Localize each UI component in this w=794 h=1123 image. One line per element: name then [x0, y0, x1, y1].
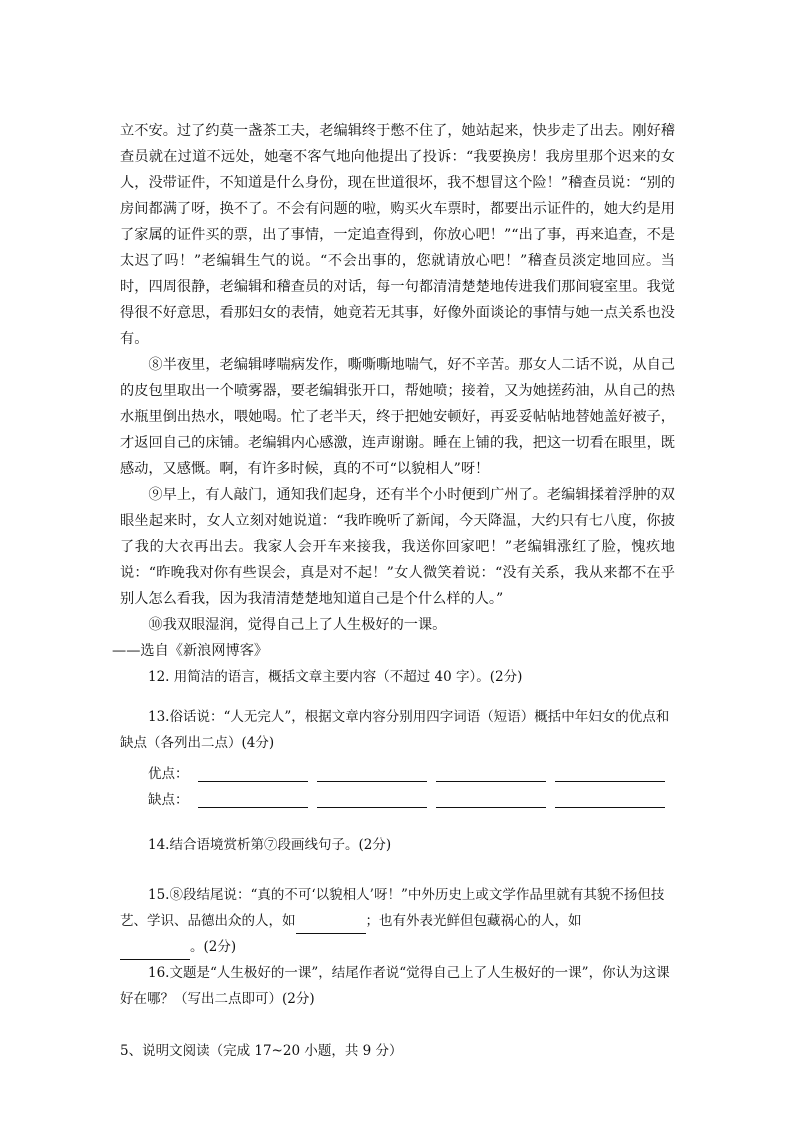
paragraph-7-continuation: 立不安。过了约莫一盏茶工夫，老编辑终于憋不住了，她站起来，快步走了出去。刚好稽查员就在过道不远处，她毫不客气地向他提出了投诉：“我要换房！我房里那个迟来的女人，没带证件，不知道是什么身份，现在世道很坏，我不想冒这个险！”稽查员说：“别的房间都满了呀，换不了。不会有问题的啦，购买火车票时，都要出示证件的，她大约是用了家属的证件买的票，出了事情，一定追查得到，你放心吧！”“出了事，再来追查，不是太迟了吗！”老编辑生气的说。“不会出事的，您就请放心吧！”稽查员淡定地回应。当时，四周很静，老编辑和稽查员的对话，每一句都清清楚楚地传进我们那间寝室里。我觉得很不好意思，看那妇女的表情，她竟若无其事，好像外面谈论的事情与她一点关系也没有。: [120, 123, 675, 347]
weakness-blank-2[interactable]: [317, 789, 427, 808]
question-13: 13.俗话说：“人无完人”，根据文章内容分别用四字词语（短语）概括中年妇女的优点和缺点（各列出二点）(4分): [120, 709, 670, 751]
question-15-text-a: 15.⑧段结尾说：“真的不可‘以貌相人’呀！”中外历史上或文学作品里就有其貌不扬但技 艺、学识、品德出众的人，如: [120, 887, 665, 929]
weakness-blank-1[interactable]: [198, 789, 308, 808]
strengths-label: 优点：: [148, 766, 189, 782]
strength-blank-2[interactable]: [317, 763, 427, 782]
weakness-blank-3[interactable]: [436, 789, 546, 808]
strength-blank-3[interactable]: [436, 763, 546, 782]
question-15: [120, 882, 675, 960]
section-5-heading: 5、说明文阅读（完成 17~20 小题，共 9 分）: [120, 1043, 403, 1059]
answer-row-strengths: [120, 756, 675, 782]
question-16: 16.文题是“人生极好的一课”，结尾作者说“觉得自己上了人生极好的一课”，你认为这课好在哪？（写出二点即可）(2分): [120, 965, 670, 1007]
source-citation: ——选自《新浪网博客》: [112, 643, 269, 659]
document-page: [112, 118, 675, 1064]
q15-blank-2[interactable]: [120, 943, 190, 960]
strength-blank-1[interactable]: [198, 763, 308, 782]
paragraph-10: ⑩我双眼湿润，觉得自己上了人生极好的一课。: [148, 617, 447, 633]
question-12: 12. 用简洁的语言，概括文章主要内容（不超过 40 字）。(2分): [148, 669, 523, 685]
question-15-text-c: 。(2分): [190, 939, 237, 955]
q15-blank-1[interactable]: [296, 917, 366, 934]
paragraph-8: ⑧半夜里，老编辑哮喘病发作，嘶嘶嘶地喘气，好不辛苦。那女人二话不说，从自己的皮包里取出一个喷雾器，要老编辑张开口，帮她喷；接着，又为她搓药油，从自己的热水瓶里倒出热水，喂她喝。忙了老半天，终于把她安顿好，再妥妥帖帖地替她盖好被子，才返回自己的床铺。老编辑内心感激，连声谢谢。睡在上铺的我，把这一切看在眼里，既感动，又感慨。啊，有许多时候，真的不可“以貌相人”呀！: [120, 357, 675, 477]
strength-blank-4[interactable]: [555, 763, 665, 782]
question-14: 14.结合语境赏析第⑦段画线句子。(2分): [148, 837, 392, 853]
question-15-text-b: ；也有外表光鲜但包藏祸心的人，如: [365, 913, 582, 929]
weaknesses-label: 缺点：: [148, 792, 189, 808]
weakness-blank-4[interactable]: [555, 789, 665, 808]
paragraph-9: ⑨早上，有人敲门，通知我们起身，还有半个小时便到广州了。老编辑揉着浮肿的双眼坐起来时，女人立刻对她说道：“我昨晚听了新闻，今天降温，大约只有七八度，你披了我的大衣再出去。我家人会开车来接我，我送你回家吧！”老编辑涨红了脸，愧疚地说：“昨晚我对你有些误会，真是对不起！”女人微笑着说：“没有关系，我从来都不在乎别人怎么看我，因为我清清楚楚地知道自己是个什么样的人。”: [120, 487, 675, 607]
answer-row-weaknesses: [120, 782, 675, 808]
